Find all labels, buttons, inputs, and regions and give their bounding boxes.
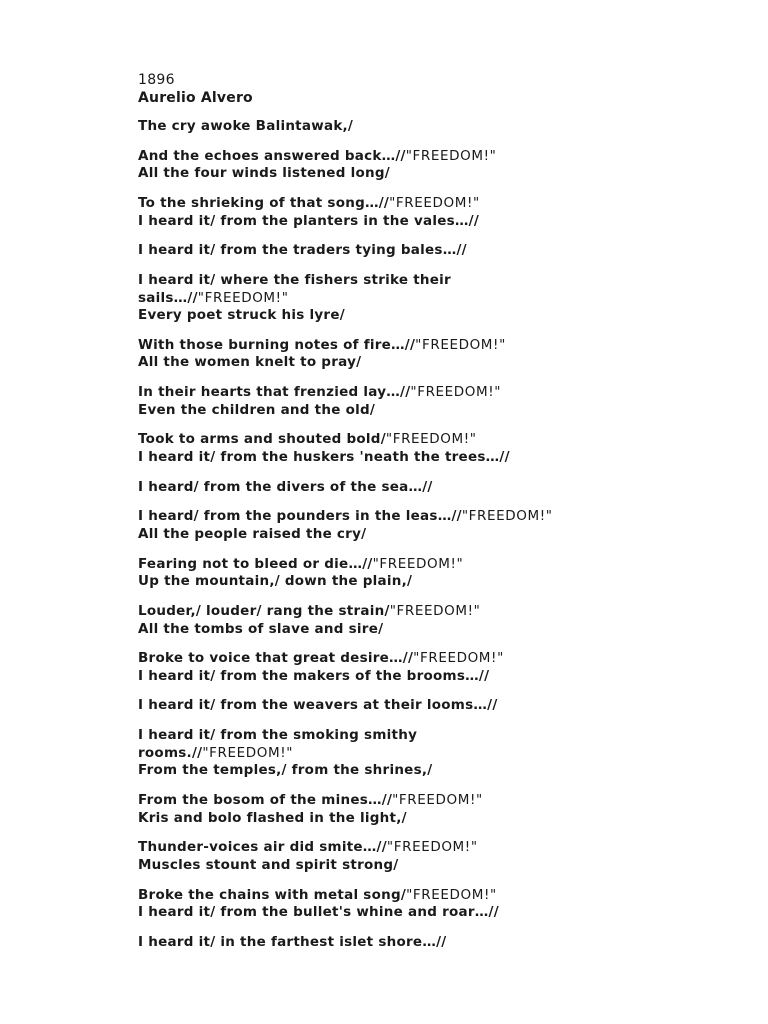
poem-line-text: I heard it/ from the bullet's whine and roar…// [138, 904, 499, 921]
freedom-refrain: "FREEDOM!" [405, 147, 497, 164]
poem-line-text: Every poet struck his lyre/ [138, 307, 345, 324]
poem-stanza [138, 934, 658, 952]
poem-stanza [138, 431, 658, 466]
poem-line-text: I heard it/ in the farthest islet shore…// [138, 933, 447, 950]
poem-line [138, 195, 658, 213]
poem-stanza [138, 195, 658, 230]
poem-line [138, 904, 658, 922]
poem-line-text: Up the mountain,/ down the plain,/ [138, 573, 413, 590]
poem-line [138, 148, 658, 166]
poem-header [138, 71, 253, 107]
poem-stanza [138, 839, 658, 874]
poem-line [138, 118, 658, 136]
poem-line [138, 697, 658, 715]
poem-line-text: I heard it/ from the huskers 'neath the trees…// [138, 448, 510, 465]
poem-line-text: All the tombs of slave and sire/ [138, 620, 384, 637]
poem-line [138, 668, 658, 686]
poem-line [138, 354, 658, 372]
poem-line-text: I heard it/ from the planters in the vales…// [138, 212, 480, 229]
poem-stanza [138, 508, 658, 543]
poem-line-text: Thunder-voices air did smite…// [138, 839, 387, 856]
poem-stanza [138, 242, 658, 260]
poem-line [138, 934, 658, 952]
poem-line-text: From the temples,/ from the shrines,/ [138, 762, 433, 779]
poem-line-text: To the shrieking of that song…// [138, 194, 390, 211]
freedom-refrain: "FREEDOM!" [197, 289, 289, 306]
poem-line-text: Louder,/ louder/ rang the strain/ [138, 602, 390, 619]
poem-line-text: All the women knelt to pray/ [138, 354, 362, 371]
poem-line-text: I heard it/ from the traders tying bales…// [138, 242, 467, 259]
poem-line [138, 272, 658, 290]
poem-line-text: And the echoes answered back…// [138, 147, 406, 164]
poem-line-text: Broke to voice that great desire…// [138, 650, 414, 667]
poem-stanza [138, 479, 658, 497]
poem-line [138, 762, 658, 780]
poem-line [138, 213, 658, 231]
poem-line-text: All the people raised the cry/ [138, 525, 367, 542]
poem-line-text: In their hearts that frenzied lay…// [138, 384, 411, 401]
poem-line [138, 431, 658, 449]
poem-author: Aurelio Alvero [138, 90, 253, 106]
poem-line-text: I heard it/ where the fishers strike their [138, 271, 451, 288]
freedom-refrain: "FREEDOM!" [410, 384, 502, 401]
poem-line [138, 337, 658, 355]
poem-line-text: Broke the chains with metal song/ [138, 886, 407, 903]
poem-line-text: Even the children and the old/ [138, 401, 376, 418]
poem-line-text: I heard/ from the divers of the sea…// [138, 478, 433, 495]
poem-line-text: Fearing not to bleed or die…// [138, 555, 373, 572]
poem-year: 1896 [138, 72, 175, 88]
poem-stanza [138, 118, 658, 136]
freedom-refrain: "FREEDOM!" [406, 886, 497, 903]
poem-line [138, 810, 658, 828]
poem-body [138, 118, 658, 964]
poem-line [138, 792, 658, 810]
poem-line [138, 242, 658, 260]
poem-line [138, 384, 658, 402]
poem-line-text: All the four winds listened long/ [138, 165, 390, 182]
poem-line [138, 745, 658, 763]
poem-line-text: Kris and bolo flashed in the light,/ [138, 809, 407, 826]
poem-line [138, 307, 658, 325]
poem-stanza [138, 650, 658, 685]
poem-line [138, 573, 658, 591]
poem-line-text: rooms.// [138, 744, 203, 761]
freedom-refrain: "FREEDOM!" [389, 194, 480, 211]
freedom-refrain: "FREEDOM!" [202, 744, 294, 761]
freedom-refrain: "FREEDOM!" [385, 431, 477, 448]
poem-stanza [138, 603, 658, 638]
poem-line [138, 603, 658, 621]
poem-line-text: From the bosom of the mines…// [138, 792, 393, 809]
poem-line-text: I heard it/ from the makers of the brooms…// [138, 667, 490, 684]
poem-line [138, 621, 658, 639]
poem-stanza [138, 148, 658, 183]
freedom-refrain: "FREEDOM!" [389, 602, 481, 619]
poem-line [138, 839, 658, 857]
poem-stanza [138, 337, 658, 372]
freedom-refrain: "FREEDOM!" [415, 336, 506, 353]
poem-line [138, 479, 658, 497]
poem-line [138, 165, 658, 183]
poem-line-text: I heard it/ from the weavers at their looms…// [138, 697, 498, 714]
poem-line-text: With those burning notes of fire…// [138, 336, 416, 353]
poem-line [138, 650, 658, 668]
freedom-refrain: "FREEDOM!" [392, 792, 483, 809]
poem-stanza [138, 556, 658, 591]
poem-line [138, 887, 658, 905]
poem-line [138, 727, 658, 745]
poem-line [138, 290, 658, 308]
poem-stanza [138, 792, 658, 827]
freedom-refrain: "FREEDOM!" [372, 555, 464, 572]
freedom-refrain: "FREEDOM!" [461, 508, 553, 525]
poem-line-text: Muscles stount and spirit strong/ [138, 856, 399, 873]
poem-line [138, 857, 658, 875]
poem-line-text: The cry awoke Balintawak,/ [138, 118, 354, 134]
poem-line-text: sails…// [138, 289, 198, 306]
poem-stanza [138, 887, 658, 922]
poem-line [138, 526, 658, 544]
poem-line-text: Took to arms and shouted bold/ [138, 431, 386, 448]
poem-line [138, 449, 658, 467]
poem-stanza [138, 272, 658, 325]
poem-line-text: I heard/ from the pounders in the leas…// [138, 508, 462, 525]
freedom-refrain: "FREEDOM!" [386, 839, 478, 856]
poem-line [138, 556, 658, 574]
freedom-refrain: "FREEDOM!" [413, 650, 504, 667]
poem-line-text: I heard it/ from the smoking smithy [138, 727, 418, 744]
poem-stanza [138, 384, 658, 419]
poem-line [138, 508, 658, 526]
poem-stanza [138, 697, 658, 715]
poem-stanza [138, 727, 658, 780]
poem-line [138, 402, 658, 420]
